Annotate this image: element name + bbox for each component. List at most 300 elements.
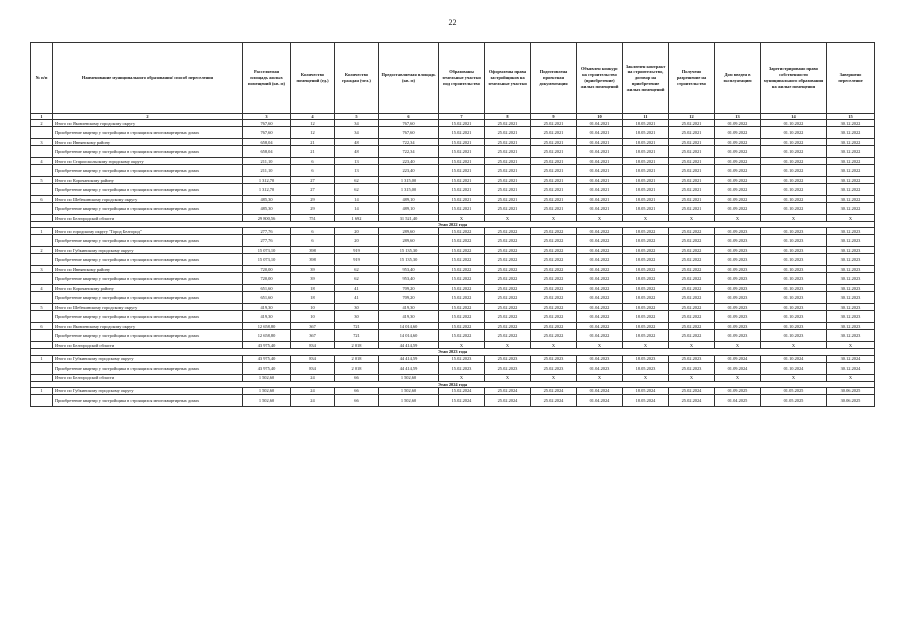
total-row bbox=[31, 355, 875, 362]
table-cell: X bbox=[827, 215, 875, 222]
table-cell: 01.09.2023 bbox=[715, 254, 761, 266]
table-cell: 25.02.2024 bbox=[531, 387, 577, 394]
table-cell: 01.05.2025 bbox=[761, 394, 827, 406]
table-cell: 01.04.2021 bbox=[577, 158, 623, 165]
column-header: Наименование муниципального образования/ способ переселения bbox=[53, 43, 243, 114]
table-cell: 25.02.2021 bbox=[485, 146, 531, 158]
table-cell: 29 800,56 bbox=[243, 215, 291, 222]
table-cell: 1 bbox=[31, 228, 53, 235]
table-cell: 41 bbox=[335, 292, 379, 304]
table-cell: 18.05.2022 bbox=[623, 292, 669, 304]
method-row bbox=[31, 311, 875, 323]
table-cell: Приобретение квартир у застройщика в строящихся многоквартирных домах bbox=[53, 273, 243, 285]
table-cell: 751 bbox=[291, 215, 335, 222]
table-cell: 658,04 bbox=[243, 146, 291, 158]
table-cell: 01.10.2023 bbox=[761, 235, 827, 247]
table-cell: 21 bbox=[291, 146, 335, 158]
table-cell: 834 bbox=[291, 342, 335, 349]
column-number: 11 bbox=[623, 114, 669, 120]
table-cell: 24 bbox=[291, 374, 335, 381]
table-cell: 5 bbox=[31, 177, 53, 184]
table-cell: 25.02.2021 bbox=[669, 146, 715, 158]
total-row bbox=[31, 323, 875, 330]
table-cell: 18 bbox=[291, 292, 335, 304]
table-cell: 15.02.2021 bbox=[439, 165, 485, 177]
table-cell: X bbox=[485, 342, 531, 349]
table-cell: 13 bbox=[335, 158, 379, 165]
table-cell: Приобретение квартир у застройщика в строящихся многоквартирных домах bbox=[53, 165, 243, 177]
table-cell: 25.02.2022 bbox=[669, 254, 715, 266]
table-cell: 01.04.2021 bbox=[577, 127, 623, 139]
table-cell: 30.12.2023 bbox=[827, 235, 875, 247]
table-cell: 01.09.2023 bbox=[715, 247, 761, 254]
table-cell: Итого по Ивнянскому району bbox=[53, 266, 243, 273]
table-cell: 15.02.2021 bbox=[439, 177, 485, 184]
method-row bbox=[31, 273, 875, 285]
total-row bbox=[31, 196, 875, 203]
table-cell: 15.02.2022 bbox=[439, 285, 485, 292]
table-cell: X bbox=[715, 215, 761, 222]
total-row bbox=[31, 215, 875, 222]
table-cell: 919 bbox=[335, 247, 379, 254]
table-cell: X bbox=[669, 374, 715, 381]
table-cell: 18.05.2021 bbox=[623, 184, 669, 196]
table-cell: 62 bbox=[335, 266, 379, 273]
table-cell: 25.02.2022 bbox=[485, 311, 531, 323]
table-cell: 15.02.2022 bbox=[439, 228, 485, 235]
table-cell: 01.04.2022 bbox=[577, 330, 623, 342]
table-cell: Итого по Губкинскому городскому округу bbox=[53, 355, 243, 362]
table-body bbox=[31, 114, 875, 407]
table-cell: 25.02.2021 bbox=[669, 120, 715, 127]
table-cell: 18.05.2021 bbox=[623, 165, 669, 177]
table-cell: 14 bbox=[335, 203, 379, 215]
table-cell: 2 018 bbox=[335, 362, 379, 374]
table-cell: 919 bbox=[335, 254, 379, 266]
table-cell: 1 bbox=[31, 387, 53, 394]
table-cell: 25.02.2024 bbox=[531, 394, 577, 406]
column-header: Получено разрешение на строительство bbox=[669, 43, 715, 114]
table-cell: 2 018 bbox=[335, 342, 379, 349]
table-cell: X bbox=[623, 342, 669, 349]
table-cell: 25.02.2022 bbox=[485, 266, 531, 273]
table-cell: 30.12.2023 bbox=[827, 304, 875, 311]
method-row bbox=[31, 146, 875, 158]
table-cell: 2 018 bbox=[335, 355, 379, 362]
table-cell bbox=[31, 127, 53, 139]
table-cell: Итого по Белгородской области bbox=[53, 374, 243, 381]
table-cell: 15.02.2022 bbox=[439, 247, 485, 254]
table-cell: 25.02.2022 bbox=[485, 273, 531, 285]
table-cell: 30.12.2022 bbox=[827, 203, 875, 215]
table-cell: 25.02.2024 bbox=[669, 394, 715, 406]
table-cell: 44 414,59 bbox=[379, 362, 439, 374]
table-cell: X bbox=[715, 374, 761, 381]
table-cell bbox=[31, 165, 53, 177]
table-cell: 30.12.2023 bbox=[827, 285, 875, 292]
table-cell: 25.02.2022 bbox=[531, 292, 577, 304]
table-cell: 25.02.2021 bbox=[669, 158, 715, 165]
method-row bbox=[31, 394, 875, 406]
table-cell: 15.02.2021 bbox=[439, 146, 485, 158]
table-cell: 6 bbox=[31, 196, 53, 203]
table-cell: 18.05.2021 bbox=[623, 146, 669, 158]
table-cell: 18.05.2022 bbox=[623, 235, 669, 247]
table-cell: 15.02.2021 bbox=[439, 158, 485, 165]
table-cell: 25.02.2022 bbox=[669, 323, 715, 330]
column-number: 6 bbox=[379, 114, 439, 120]
table-cell: 25.02.2023 bbox=[485, 355, 531, 362]
table-cell: 44 414,59 bbox=[379, 342, 439, 349]
table-cell: 01.04.2022 bbox=[577, 235, 623, 247]
table-cell: 289,60 bbox=[379, 235, 439, 247]
table-cell: 01.10.2022 bbox=[761, 120, 827, 127]
table-cell: 30.12.2022 bbox=[827, 146, 875, 158]
table-cell: 25.02.2021 bbox=[485, 158, 531, 165]
table-cell: 30.12.2023 bbox=[827, 330, 875, 342]
table-cell: 25.02.2021 bbox=[531, 146, 577, 158]
table-cell: 01.09.2023 bbox=[715, 273, 761, 285]
total-row bbox=[31, 387, 875, 394]
table-cell: 25.02.2021 bbox=[669, 139, 715, 146]
table-cell: 41 bbox=[335, 285, 379, 292]
table-cell: 30.12.2022 bbox=[827, 165, 875, 177]
table-cell: 30.12.2023 bbox=[827, 273, 875, 285]
table-cell: 15.02.2022 bbox=[439, 254, 485, 266]
table-cell: 25.02.2021 bbox=[531, 177, 577, 184]
table-cell: Приобретение квартир у застройщика в строящихся многоквартирных домах bbox=[53, 311, 243, 323]
table-cell: 20 bbox=[335, 235, 379, 247]
method-row bbox=[31, 330, 875, 342]
table-cell: X bbox=[439, 374, 485, 381]
table-cell: 01.10.2022 bbox=[761, 146, 827, 158]
table-cell bbox=[31, 342, 53, 349]
table-cell: 34 bbox=[335, 127, 379, 139]
table-cell: 15.02.2022 bbox=[439, 292, 485, 304]
table-cell: 30.12.2023 bbox=[827, 254, 875, 266]
table-cell: 01.10.2023 bbox=[761, 228, 827, 235]
resettlement-schedule-table bbox=[30, 42, 875, 407]
table-cell: X bbox=[577, 342, 623, 349]
table-cell: 18.05.2022 bbox=[623, 254, 669, 266]
table-cell: 30.12.2022 bbox=[827, 127, 875, 139]
table-cell: 01.09.2022 bbox=[715, 146, 761, 158]
table-cell bbox=[31, 311, 53, 323]
table-cell: 01.09.2022 bbox=[715, 184, 761, 196]
table-cell: 21 bbox=[291, 139, 335, 146]
table-cell: 1 692 bbox=[335, 215, 379, 222]
table-cell: 18.05.2021 bbox=[623, 139, 669, 146]
table-cell: 30.06.2025 bbox=[827, 387, 875, 394]
table-cell: 18.05.2022 bbox=[623, 323, 669, 330]
column-number: 1 bbox=[31, 114, 53, 120]
table-cell: 10 bbox=[291, 311, 335, 323]
table-cell: 1 502,60 bbox=[379, 374, 439, 381]
table-cell: 211,10 bbox=[243, 158, 291, 165]
table-cell: 13 bbox=[335, 165, 379, 177]
table-cell: 25.02.2021 bbox=[669, 203, 715, 215]
table-cell: 277,76 bbox=[243, 228, 291, 235]
table-cell: 01.09.2023 bbox=[715, 228, 761, 235]
table-cell: 29 bbox=[291, 203, 335, 215]
table-cell: 651,60 bbox=[243, 285, 291, 292]
table-cell: 25.02.2022 bbox=[531, 266, 577, 273]
table-cell: X bbox=[623, 374, 669, 381]
column-header: Зарегистрировано право собственности муниципального образования на жилые помещения bbox=[761, 43, 827, 114]
table-cell: 4 bbox=[31, 285, 53, 292]
table-cell: 15.02.2022 bbox=[439, 330, 485, 342]
table-cell: 25.02.2021 bbox=[669, 127, 715, 139]
method-row bbox=[31, 235, 875, 247]
table-cell: 01.10.2022 bbox=[761, 177, 827, 184]
table-cell: 367 bbox=[291, 323, 335, 330]
table-cell: 01.04.2021 bbox=[577, 203, 623, 215]
column-header: № п/п bbox=[31, 43, 53, 114]
table-cell: 25.02.2021 bbox=[531, 165, 577, 177]
table-cell: 709,20 bbox=[379, 292, 439, 304]
table-cell: 6 bbox=[31, 323, 53, 330]
table-cell: 01.09.2023 bbox=[715, 266, 761, 273]
table-cell: 18.05.2022 bbox=[623, 228, 669, 235]
table-cell: X bbox=[531, 342, 577, 349]
table-cell: 66 bbox=[335, 394, 379, 406]
table-cell: 01.10.2024 bbox=[761, 362, 827, 374]
table-cell: 834 bbox=[291, 362, 335, 374]
column-header: Объявлен конкурс на строительство (приобретение) жилых помещений bbox=[577, 43, 623, 114]
table-cell: X bbox=[669, 215, 715, 222]
column-header: Завершено переселение bbox=[827, 43, 875, 114]
table-cell: 4 bbox=[31, 158, 53, 165]
table-cell: 01.09.2023 bbox=[715, 311, 761, 323]
table-cell: 211,10 bbox=[243, 165, 291, 177]
table-cell: 30.12.2022 bbox=[827, 184, 875, 196]
table-cell: 6 bbox=[291, 235, 335, 247]
table-cell: X bbox=[531, 374, 577, 381]
table-cell: 1 502,60 bbox=[379, 387, 439, 394]
table-cell: 25.02.2022 bbox=[531, 235, 577, 247]
table-cell bbox=[31, 273, 53, 285]
total-row bbox=[31, 304, 875, 311]
table-cell bbox=[31, 362, 53, 374]
table-cell: 15.02.2021 bbox=[439, 139, 485, 146]
table-cell: 30.12.2023 bbox=[827, 228, 875, 235]
table-cell: 25.02.2021 bbox=[485, 139, 531, 146]
table-cell: 25.02.2022 bbox=[485, 285, 531, 292]
table-cell: X bbox=[715, 342, 761, 349]
stage-heading: Этап 2022 года bbox=[31, 222, 875, 228]
table-cell: 1 315,00 bbox=[379, 184, 439, 196]
column-number: 15 bbox=[827, 114, 875, 120]
table-cell: 01.10.2022 bbox=[761, 184, 827, 196]
table-cell: 24 bbox=[291, 387, 335, 394]
table-cell: 01.09.2022 bbox=[715, 203, 761, 215]
table-cell: 30.12.2022 bbox=[827, 196, 875, 203]
table-cell: 01.04.2024 bbox=[577, 387, 623, 394]
table-cell: 15.02.2021 bbox=[439, 127, 485, 139]
table-cell: 767,60 bbox=[379, 120, 439, 127]
table-cell: 3 bbox=[31, 266, 53, 273]
table-cell bbox=[31, 184, 53, 196]
table-cell: X bbox=[827, 374, 875, 381]
table-cell: 15.02.2022 bbox=[439, 304, 485, 311]
table-cell: 30.12.2022 bbox=[827, 120, 875, 127]
table-cell: 18.05.2021 bbox=[623, 127, 669, 139]
table-cell: 25.02.2021 bbox=[531, 196, 577, 203]
table-cell: Итого по Белгородской области bbox=[53, 342, 243, 349]
table-cell: 1 312,70 bbox=[243, 184, 291, 196]
table-cell: 25.02.2024 bbox=[485, 387, 531, 394]
table-cell: 720,00 bbox=[243, 273, 291, 285]
table-cell: 01.09.2023 bbox=[715, 304, 761, 311]
table-cell: X bbox=[827, 342, 875, 349]
table-cell: 25.02.2022 bbox=[531, 323, 577, 330]
table-cell: 223,40 bbox=[379, 165, 439, 177]
table-cell: 01.04.2023 bbox=[577, 355, 623, 362]
table-cell: 15.02.2024 bbox=[439, 394, 485, 406]
table-cell: 25.02.2021 bbox=[485, 184, 531, 196]
table-cell: 66 bbox=[335, 374, 379, 381]
table-cell: 18 bbox=[291, 285, 335, 292]
table-cell: 489,10 bbox=[379, 203, 439, 215]
table-cell: Приобретение квартир у застройщика в строящихся многоквартирных домах bbox=[53, 362, 243, 374]
table-cell: Приобретение квартир у застройщика в строящихся многоквартирных домах bbox=[53, 394, 243, 406]
table-cell: 01.09.2023 bbox=[715, 285, 761, 292]
column-number: 3 bbox=[243, 114, 291, 120]
table-cell: 30.12.2022 bbox=[827, 139, 875, 146]
table-cell: 30.12.2024 bbox=[827, 362, 875, 374]
table-cell: 15 135,30 bbox=[379, 247, 439, 254]
table-cell: 25.02.2022 bbox=[669, 235, 715, 247]
table-cell: 25.02.2022 bbox=[485, 304, 531, 311]
table-cell: Итого по Губкинскому городскому округу bbox=[53, 387, 243, 394]
table-cell: X bbox=[531, 215, 577, 222]
table-cell: 25.02.2021 bbox=[485, 203, 531, 215]
table-cell: 30.12.2024 bbox=[827, 355, 875, 362]
table-cell: 18.05.2024 bbox=[623, 394, 669, 406]
table-cell bbox=[31, 292, 53, 304]
table-cell: Приобретение квартир у застройщика в строящихся многоквартирных домах bbox=[53, 127, 243, 139]
table-cell: 01.10.2023 bbox=[761, 273, 827, 285]
table-cell: 1 502,60 bbox=[243, 387, 291, 394]
table-cell: 25.02.2021 bbox=[531, 203, 577, 215]
table-cell: Приобретение квартир у застройщика в строящихся многоквартирных домах bbox=[53, 203, 243, 215]
column-header: Заключен контракт на строительство, договор на приобретение жилых помещений bbox=[623, 43, 669, 114]
table-cell: 43 975,40 bbox=[243, 342, 291, 349]
table-cell: 398 bbox=[291, 247, 335, 254]
table-cell bbox=[31, 394, 53, 406]
total-row bbox=[31, 374, 875, 381]
table-cell: 14 bbox=[335, 196, 379, 203]
table-cell: 48 bbox=[335, 139, 379, 146]
table-cell: 720,00 bbox=[243, 266, 291, 273]
method-row bbox=[31, 184, 875, 196]
table-cell: 25.02.2022 bbox=[485, 228, 531, 235]
table-cell: 658,04 bbox=[243, 139, 291, 146]
table-cell bbox=[31, 235, 53, 247]
table-cell: 01.09.2022 bbox=[715, 120, 761, 127]
table-cell: 01.09.2025 bbox=[715, 387, 761, 394]
total-row bbox=[31, 247, 875, 254]
table-cell: 485,30 bbox=[243, 196, 291, 203]
table-cell: 25.02.2022 bbox=[669, 330, 715, 342]
total-row bbox=[31, 285, 875, 292]
column-header: Подготовлена проектная документация bbox=[531, 43, 577, 114]
table-cell: 01.04.2021 bbox=[577, 165, 623, 177]
table-cell: 5 bbox=[31, 304, 53, 311]
table-cell: 10 bbox=[291, 304, 335, 311]
table-cell: 01.04.2022 bbox=[577, 254, 623, 266]
table-cell: 15.02.2022 bbox=[439, 323, 485, 330]
column-number: 2 bbox=[53, 114, 243, 120]
table-cell: Приобретение квартир у застройщика в строящихся многоквартирных домах bbox=[53, 235, 243, 247]
table-cell: 25.02.2022 bbox=[669, 285, 715, 292]
table-cell: 289,60 bbox=[379, 228, 439, 235]
table-cell: 1 502,60 bbox=[243, 394, 291, 406]
table-cell: Итого по Корочанскому району bbox=[53, 285, 243, 292]
table-cell: 18.05.2021 bbox=[623, 158, 669, 165]
table-cell: Итого по Шебекинскому городскому округу bbox=[53, 196, 243, 203]
table-cell: 01.10.2022 bbox=[761, 165, 827, 177]
table-cell: 767,60 bbox=[243, 120, 291, 127]
table-cell: 62 bbox=[335, 184, 379, 196]
table-cell: 25.02.2022 bbox=[485, 247, 531, 254]
table-cell: 6 bbox=[291, 165, 335, 177]
table-cell: 25.02.2022 bbox=[485, 323, 531, 330]
table-cell: 419,30 bbox=[379, 304, 439, 311]
table-cell: 15.02.2024 bbox=[439, 387, 485, 394]
table-cell: 25.02.2022 bbox=[485, 292, 531, 304]
table-cell: 20 bbox=[335, 228, 379, 235]
table-cell: 18.05.2022 bbox=[623, 285, 669, 292]
table-cell: 367 bbox=[291, 330, 335, 342]
table-cell: 39 bbox=[291, 266, 335, 273]
table-cell: 30.12.2023 bbox=[827, 323, 875, 330]
table-cell: 01.09.2022 bbox=[715, 127, 761, 139]
table-cell: 01.04.2022 bbox=[577, 266, 623, 273]
table-cell: 18.05.2021 bbox=[623, 203, 669, 215]
table-cell: 01.09.2023 bbox=[715, 292, 761, 304]
table-cell: 43 975,40 bbox=[243, 362, 291, 374]
table-cell: Итого по Белгородской области bbox=[53, 215, 243, 222]
table-cell: 14 014,60 bbox=[379, 323, 439, 330]
table-cell: 12 bbox=[291, 127, 335, 139]
table-cell: 30.12.2023 bbox=[827, 266, 875, 273]
column-number: 9 bbox=[531, 114, 577, 120]
table-cell: 834 bbox=[291, 355, 335, 362]
table-cell: 25.02.2021 bbox=[485, 196, 531, 203]
table-cell: 01.04.2022 bbox=[577, 323, 623, 330]
total-row bbox=[31, 158, 875, 165]
stage-heading: Этап 2024 года bbox=[31, 381, 875, 387]
table-cell: 12 bbox=[291, 120, 335, 127]
table-cell: 25.02.2021 bbox=[669, 177, 715, 184]
table-cell: 01.10.2023 bbox=[761, 323, 827, 330]
table-cell: 489,10 bbox=[379, 196, 439, 203]
column-header: Расселяемая площадь жилых помещений (кв. м) bbox=[243, 43, 291, 114]
table-cell bbox=[31, 254, 53, 266]
table-cell: 18.05.2021 bbox=[623, 196, 669, 203]
table-cell: 25.02.2022 bbox=[485, 235, 531, 247]
table-cell: 25.02.2022 bbox=[531, 228, 577, 235]
table-cell: 30.12.2023 bbox=[827, 311, 875, 323]
table-cell: 18.05.2021 bbox=[623, 177, 669, 184]
table-cell bbox=[31, 203, 53, 215]
table-cell: 25.02.2023 bbox=[531, 362, 577, 374]
page-number: 22 bbox=[448, 18, 457, 27]
table-cell: Итого по Корочанскому району bbox=[53, 177, 243, 184]
table-cell bbox=[31, 146, 53, 158]
table-cell: 66 bbox=[335, 387, 379, 394]
